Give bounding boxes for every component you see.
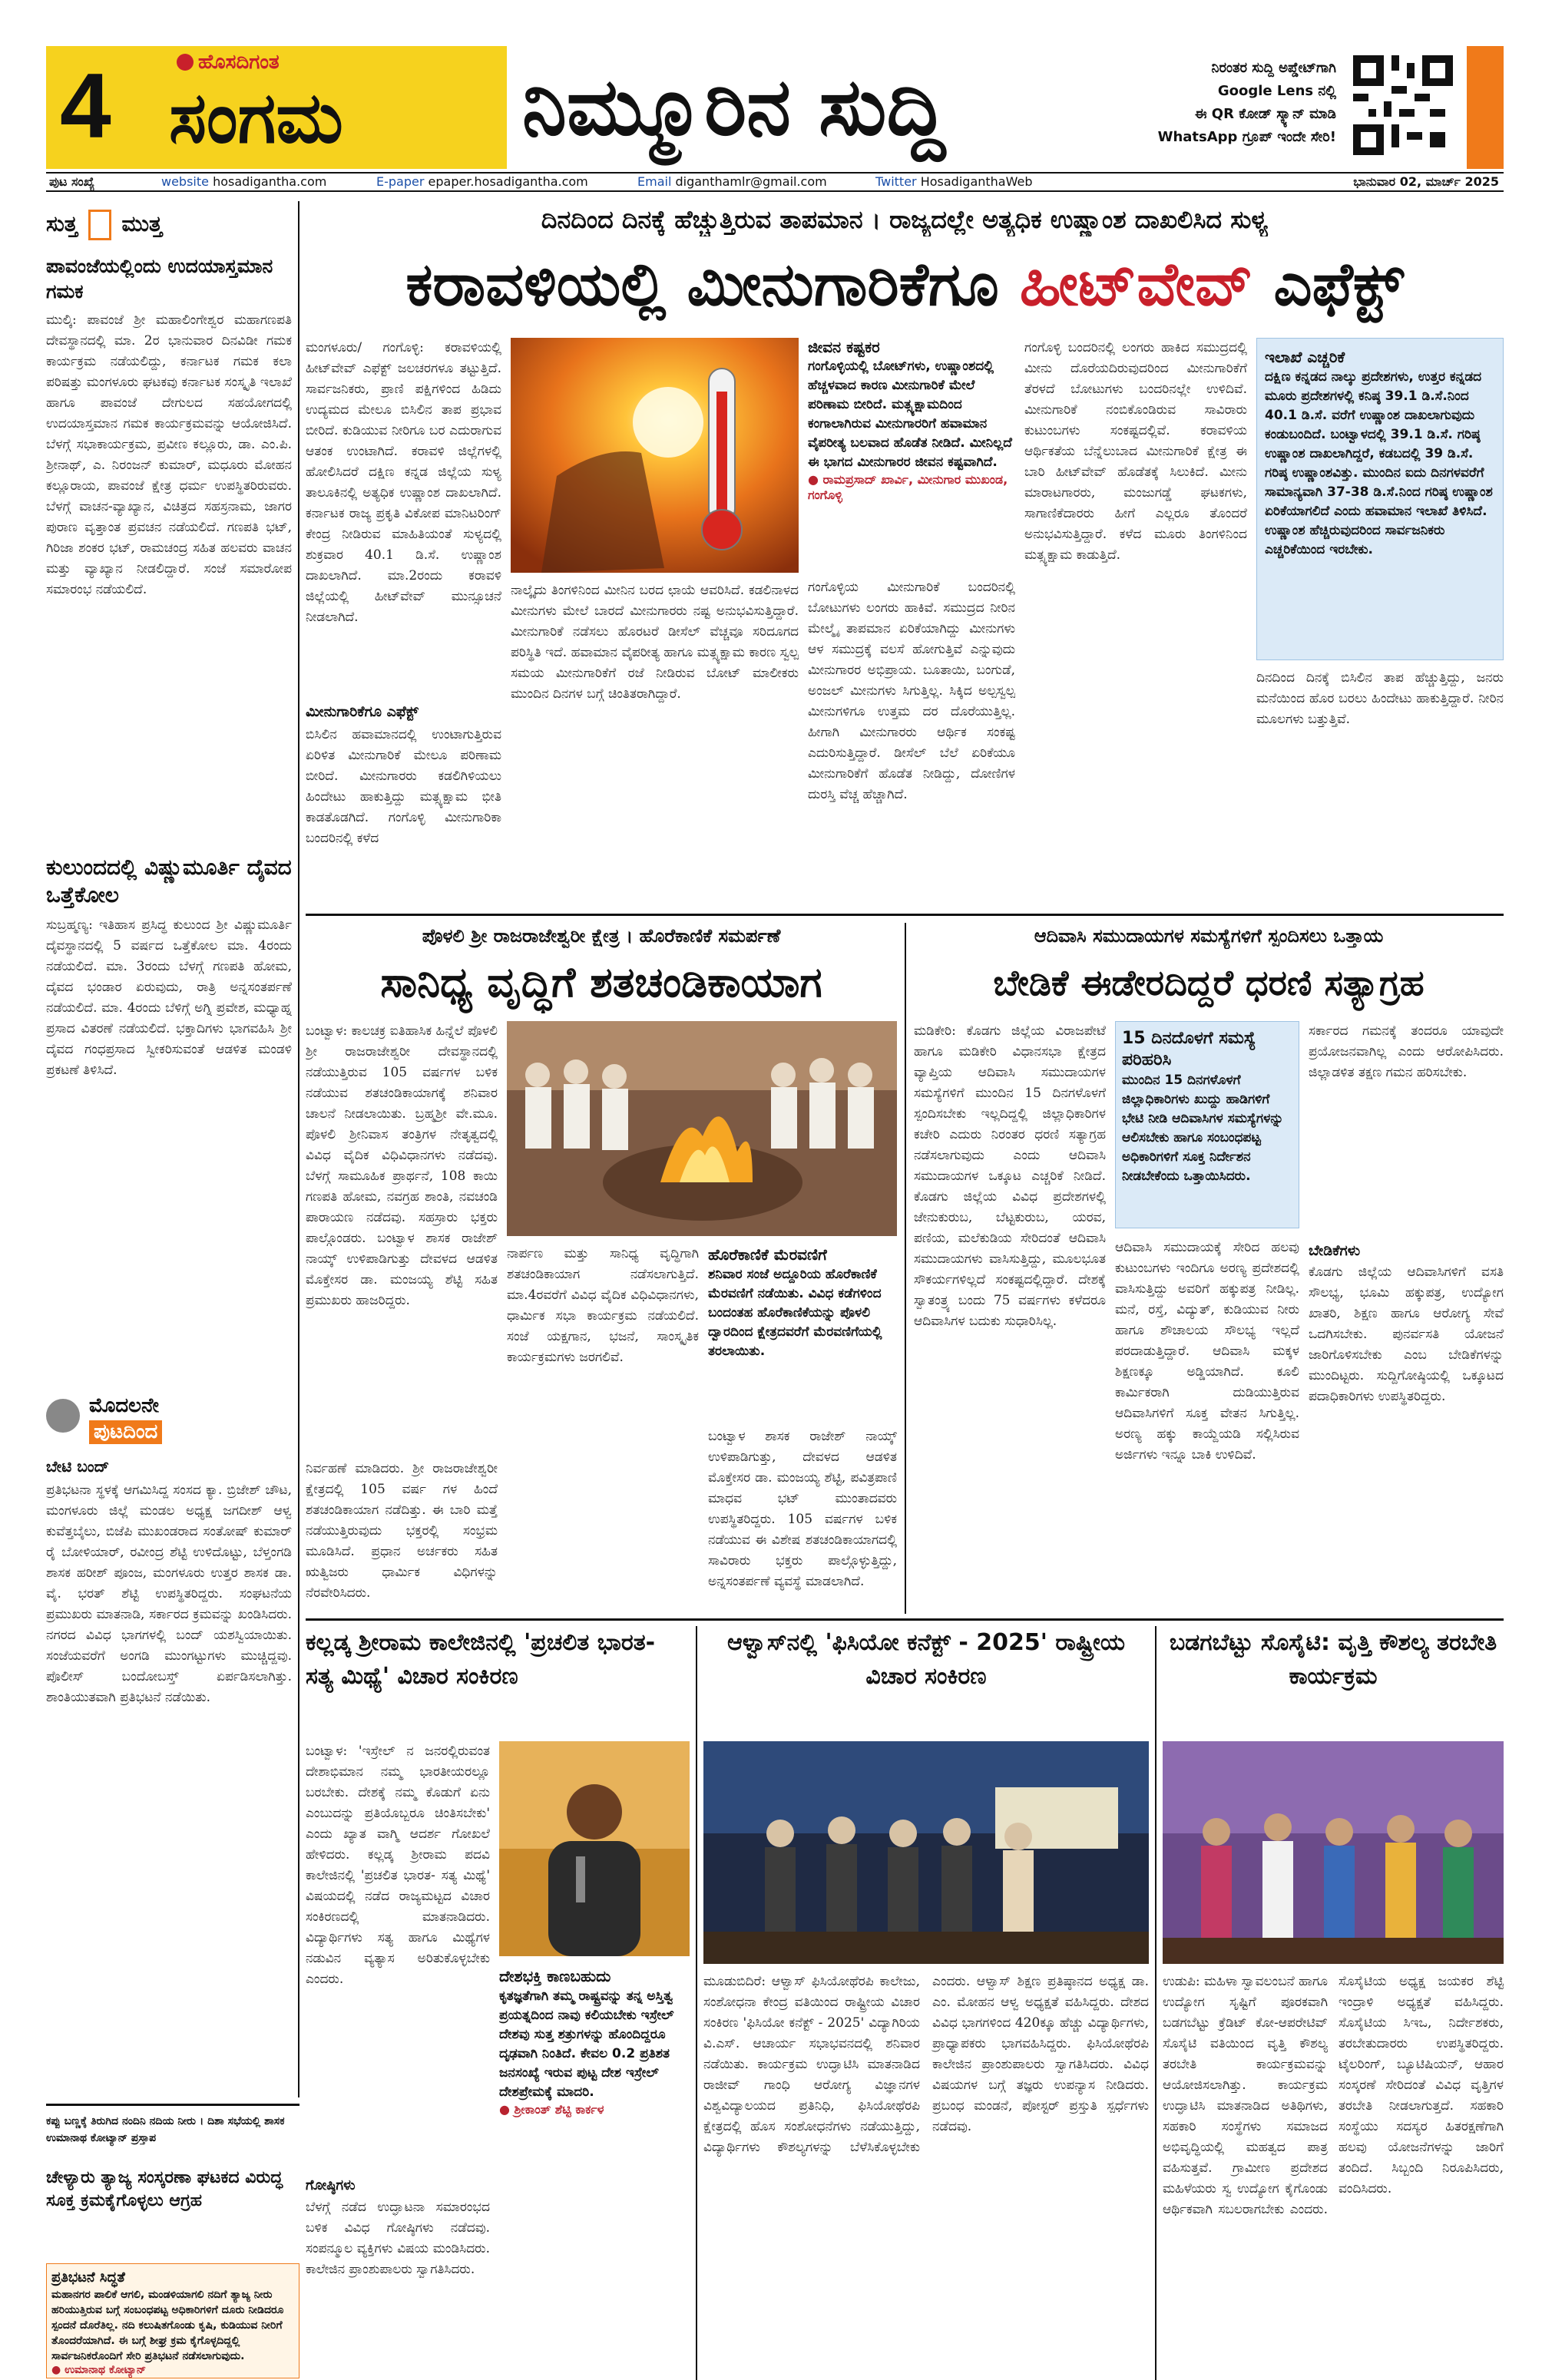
protest-info-box (1115, 1021, 1299, 1228)
pen-icon (46, 1399, 80, 1433)
lead-info-box (1256, 338, 1504, 660)
section-logo-left: ಸುತ್ತ (46, 211, 78, 236)
college-box-body: ಕೃತಜ್ಞತೆಗಾಗಿ ತಮ್ಮ ರಾಷ್ಟ್ರವನ್ನು ತನ್ನ ಅಸ್ತಿತ್ವ ಪ್ರಯತ್ನದಿಂದ ನಾವು ಕಲಿಯಬೇಕು ಇಸ್ರೇಲ್ ದೇಶವು ಸುತ್ತ ಶತ್ರುಗಳನ್ನು ಹೊಂದಿದ್ದರೂ ದೃಢವಾಗಿ ನಿಂತಿದೆ. ಕೇವಲ 0.2 ಪ್ರತಿಶತ ಜನಸಂಖ್ಯೆ ಇರುವ ಪುಟ್ಟ ದೇಶ ಇಸ್ರೇಲ್ ದೇಶಪ್ರೇಮಕ್ಕೆ ಮಾದರಿ. (499, 1988, 674, 2100)
bottom-story-rule-a (46, 2104, 299, 2106)
lead-caption-title: ಜೀವನ ಕಷ್ಟಕರ (808, 338, 880, 356)
left-column-divider (298, 201, 299, 2097)
college-body2: ಬೆಳಗ್ಗೆ ನಡೆದ ಉದ್ಘಾಟನಾ ಸಮಾರಂಭದ ಬಳಿಕ ವಿವಿಧ ಗೋಷ್ಠಿಗಳು ನಡೆದವು. ಸಂಪನ್ಮೂಲ ವ್ಯಕ್ತಿಗಳು ವಿಷಯ ಮಂಡಿಸಿದರು. ಕಾಲೇಜಿನ ಪ್ರಾಂಶುಪಾಲರು ಸ್ವಾಗತಿಸಿದರು. (306, 2200, 490, 2277)
protest-body-col1: ಮಡಿಕೇರಿ: ಕೊಡಗು ಜಿಲ್ಲೆಯ ವಿರಾಜಪೇಟೆ ಹಾಗೂ ಮಡಿಕೇರಿ ವಿಧಾನಸಭಾ ಕ್ಷೇತ್ರದ ವ್ಯಾಪ್ತಿಯ ಆದಿವಾಸಿ ಸಮುದಾಯಗಳ ಸಮಸ್ಯೆಗಳಿಗೆ ಮುಂದಿನ 15 ದಿನಗಳೊಳಗೆ ಸ್ಪಂದಿಸಬೇಕು ಇಲ್ಲದಿದ್ದಲ್ಲಿ ಜಿಲ್ಲಾಧಿಕಾರಿಗಳ ಕಚೇರಿ ಎದುರು ನಿರಂತರ ಧರಣಿ ಸತ್ಯಾಗ್ರಹ ನಡೆಸಲಾಗುವುದು ಎಂದು ಆದಿವಾಸಿ ಸಮುದಾಯಗಳ ಒಕ್ಕೂಟ ಎಚ್ಚರಿಕೆ ನೀಡಿದೆ. ಕೊಡಗು ಜಿಲ್ಲೆಯ ವಿವಿಧ ಪ್ರದೇಶಗಳಲ್ಲಿ ಜೇನುಕುರುಬ, ಬೆಟ್ಟಕುರುಬ, ಯರವ, ಪಣಿಯ, ಮಲೆಕುಡಿಯ ಸೇರಿದಂತೆ ಆದಿವಾಸಿ ಸಮುದಾಯಗಳು ವಾಸಿಸುತ್ತಿದ್ದು, ಮೂಲಭೂತ ಸೌಕರ್ಯಗಳಿಲ್ಲದೆ ಸಂಕಷ್ಟದಲ್ಲಿದ್ದಾರೆ. ದೇಶಕ್ಕೆ ಸ್ವಾತಂತ್ರ್ಯ ಬಂದು 75 ವರ್ಷಗಳು ಕಳೆದರೂ ಆದಿವಾಸಿಗಳ ಬದುಕು ಸುಧಾರಿಸಿಲ್ಲ. (914, 1023, 1106, 1329)
heatwave-photo (511, 338, 799, 573)
lead-info-body: ದಕ್ಷಿಣ ಕನ್ನಡದ ನಾಲ್ಕು ಪ್ರದೇಶಗಳು, ಉತ್ತರ ಕನ್ನಡದ ಮೂರು ಪ್ರದೇಶಗಳಲ್ಲಿ ಕನಿಷ್ಠ 39.1 ಡಿ.ಸೆ.ನಿಂದ 40.1 ಡಿ.ಸೆ. ವರೆಗೆ ಉಷ್ಣಾಂಶ ದಾಖಲಾಗುವುದು ಕಂಡುಬಂದಿದೆ. ಬಂಟ್ವಾಳದಲ್ಲಿ 39.1 ಡಿ.ಸೆ. ಗರಿಷ್ಠ ಉಷ್ಣಾಂಶ ದಾಖಲಾಗಿದ್ದರೆ, ಕಡಬದಲ್ಲಿ 39 ಡಿ.ಸೆ. ಗರಿಷ್ಠ ಉಷ್ಣಾಂಶವಿತ್ತು. ಮುಂದಿನ ಐದು ದಿನಗಳವರೆಗೆ ಸಾಮಾನ್ಯವಾಗಿ 37-38 ಡಿ.ಸೆ.ನಿಂದ ಗರಿಷ್ಠ ಉಷ್ಣಾಂಶ ಏರಿಕೆಯಾಗಲಿದೆ ಎಂದು ಹವಾಮಾನ ಇಲಾಖೆ ತಿಳಿಸಿದೆ. ಉಷ್ಣಾಂಶ ಹೆಚ್ಚಿರುವುದರಿಂದ ಸಾರ್ವಜನಿಕರು ಎಚ್ಚರಿಕೆಯಿಂದ ಇರಬೇಕು. (1265, 369, 1493, 557)
yaga-photo (507, 1021, 897, 1236)
brand-big: ಸಂಗಮ (169, 77, 343, 159)
epaper-link[interactable] (376, 174, 588, 190)
college-alvas-divider (696, 1626, 697, 2380)
protest-kicker: ಆದಿವಾಸಿ ಸಮುದಾಯಗಳ ಸಮಸ್ಯೆಗಳಿಗೆ ಸ್ಪಂದಿಸಲು ಒತ್ತಾಯ (1034, 925, 1384, 947)
yaga-headline: ಸಾನಿಧ್ಯ ವೃದ್ಧಿಗೆ ಶತಚಂಡಿಕಾಯಾಗ (380, 958, 822, 1007)
bullet-icon: ● (499, 2102, 515, 2117)
section-logo-right: ಮುತ್ತ (121, 211, 163, 236)
twitter-label: Twitter (875, 174, 917, 189)
page-label: ಪುಟ ಸಂಖ್ಯೆ (49, 174, 95, 189)
yaga-body-col4: ಬಂಟ್ವಾಳ ಶಾಸಕ ರಾಜೇಶ್ ನಾಯ್ಕ್ ಉಳಿಪಾಡಿಗುತ್ತು, ದೇವಳದ ಆಡಳಿತ ಮೊಕ್ತೇಸರ ಡಾ. ಮಂಜಯ್ಯ ಶೆಟ್ಟಿ, ಪವಿತ್ರಪಾಣಿ ಮಾಧವ ಭಟ್ ಮುಂತಾದವರು ಉಪಸ್ಥಿತರಿದ್ದರು. 105 ವರ್ಷಗಳ ಬಳಿಕ ನಡೆಯುವ ಈ ವಿಶೇಷ ಶತಚಂಡಿಕಾಯಾಗದಲ್ಲಿ ಸಾವಿರಾರು ಭಕ್ತರು ಪಾಲ್ಗೊಳ್ಳುತ್ತಿದ್ದು, ಅನ್ನಸಂತರ್ಪಣೆ ವ್ಯವಸ್ಥೆ ಮಾಡಲಾಗಿದೆ. (708, 1429, 897, 1589)
lead-bottom-rule (306, 914, 1504, 916)
masthead-orange-block (1467, 46, 1504, 169)
email-link[interactable] (637, 174, 827, 190)
page-number: 4 (60, 55, 111, 157)
bandh-headline: ಬೇಟಿ ಬಂದ್ (46, 1457, 110, 1476)
brand-logo-icon (177, 54, 194, 71)
promo-line-2: Google Lens ನಲ್ಲಿ (1217, 83, 1336, 99)
skill-headline: ಬಡಗಬೆಟ್ಟು ಸೊಸೈಟಿ: ವೃತ್ತಿ ಕೌಶಲ್ಯ ತರಬೇತಿ ಕಾರ್ಯಕ್ರಮ (1169, 1629, 1497, 1690)
issue-date: ಭಾನುವಾರ 02, ಮಾರ್ಚ್ 2025 (1353, 174, 1499, 189)
bullet-icon: ● (808, 472, 823, 487)
first-page-label-b: ಪುಟದಿಂದ (89, 1420, 162, 1444)
lead-headline-part1: ಕರಾವಳಿಯಲ್ಲಿ ಮೀನುಗಾರಿಕೆಗೂ (405, 250, 999, 319)
website-label: website (161, 174, 209, 189)
bottom-box-title: ಪ್ರತಿಭಟನೆ ಸಿದ್ಧತೆ (51, 2269, 125, 2286)
epaper-label: E-paper (376, 174, 425, 189)
book-icon (88, 210, 111, 240)
lead-caption-body: ಗಂಗೊಳ್ಳಿಯಲ್ಲಿ ಬೋಟ್‌ಗಳು, ಉಷ್ಣಾಂಶದಲ್ಲಿ ಹೆಚ್ಚಳವಾದ ಕಾರಣ ಮೀನುಗಾರಿಕೆ ಮೇಲೆ ಪರಿಣಾಮ ಬೀರಿದೆ. ಮತ್ಸ್ಯಕ್ಷಾಮದಿಂದ ಕಂಗಾಲಾಗಿರುವ ಮೀನುಗಾರರಿಗೆ ಹವಾಮಾನ ವೈಪರೀತ್ಯ ಬಲವಾದ ಹೊಡೆತ ನೀಡಿದೆ. ಮೀನಿಲ್ಲದೆ ಈ ಭಾಗದ ಮೀನುಗಾರರ ಜೀವನ ಕಷ್ಟವಾಗಿದೆ. (808, 359, 1012, 470)
college-box-title: ದೇಶಭಕ್ತಿ ಕಾಣಬಹುದು (499, 1967, 611, 1985)
skill-body: ಉಡುಪಿ: ಮಹಿಳಾ ಸ್ವಾವಲಂಬನೆ ಹಾಗೂ ಉದ್ಯೋಗ ಸೃಷ್ಟಿಗೆ ಪೂರಕವಾಗಿ ಬಡಗಬೆಟ್ಟು ಕ್ರೆಡಿಟ್ ಕೋ-ಆಪರೇಟಿವ್ ಸೊಸೈಟಿ ವತಿಯಿಂದ ವೃತ್ತಿ ಕೌಶಲ್ಯ ತರಬೇತಿ ಕಾರ್ಯಕ್ರಮವನ್ನು ಆಯೋಜಿಸಲಾಗಿತ್ತು. ಕಾರ್ಯಕ್ರಮ ಉದ್ಘಾಟಿಸಿ ಮಾತನಾಡಿದ ಅತಿಥಿಗಳು, ಸಹಕಾರಿ ಸಂಸ್ಥೆಗಳು ಸಮಾಜದ ಅಭಿವೃದ್ಧಿಯಲ್ಲಿ ಮಹತ್ವದ ಪಾತ್ರ ವಹಿಸುತ್ತವೆ. ಗ್ರಾಮೀಣ ಪ್ರದೇಶದ ಮಹಿಳೆಯರು ಸ್ವ ಉದ್ಯೋಗ ಕೈಗೊಂಡು ಆರ್ಥಿಕವಾಗಿ ಸಬಲರಾಗಬೇಕು ಎಂದರು. ಸೊಸೈಟಿಯ ಅಧ್ಯಕ್ಷ ಜಯಕರ ಶೆಟ್ಟಿ ಇಂದ್ರಾಳಿ ಅಧ್ಯಕ್ಷತೆ ವಹಿಸಿದ್ದರು. ಸೊಸೈಟಿಯ ಸಿಇಒ, ನಿರ್ದೇಶಕರು, ತರಬೇತುದಾರರು ಉಪಸ್ಥಿತರಿದ್ದರು. ಟೈಲರಿಂಗ್, ಬ್ಯೂಟಿಷಿಯನ್, ಆಹಾರ ಸಂಸ್ಕರಣೆ ಸೇರಿದಂತೆ ವಿವಿಧ ವೃತ್ತಿಗಳ ತರಬೇತಿ ನೀಡಲಾಗುತ್ತದೆ. ಸಹಕಾರಿ ಸಂಸ್ಥೆಯು ಸದಸ್ಯರ ಹಿತರಕ್ಷಣೆಗಾಗಿ ಹಲವು ಯೋಜನೆಗಳನ್ನು ಜಾರಿಗೆ ತಂದಿದೆ. ಸಿಬ್ಬಂದಿ ನಿರೂಪಿಸಿದರು, ವಂದಿಸಿದರು. (1163, 1974, 1504, 2217)
lead-info-title: ಇಲಾಖೆ ಎಚ್ಚರಿಕೆ (1265, 348, 1345, 366)
protest-headline: ಬೇಡಿಕೆ ಈಡೇರದಿದ್ದರೆ ಧರಣಿ ಸತ್ಯಾಗ್ರಹ (993, 962, 1425, 1003)
kulunda-headline: ಕುಲುಂದದಲ್ಲಿ ವಿಷ್ಣುಮೂರ್ತಿ ದೈವದ ಒತ್ತೆಕೋಲ (46, 854, 292, 907)
info-bar (46, 172, 1504, 192)
twitter-link[interactable] (875, 174, 1032, 190)
bottom-box-byline (51, 2364, 294, 2376)
alvas-skill-divider (1155, 1626, 1156, 2380)
lead-caption-byline-text: ರಾಮಪ್ರಸಾದ್ ಖಾರ್ವಿ, ಮೀನುಗಾರ ಮುಖಂಡ, ಗಂಗೊಳ್ಳಿ (808, 472, 1008, 502)
first-page-label-a: ಮೊದಲನೇ (89, 1394, 159, 1417)
skill-photo (1163, 1741, 1504, 1964)
protest-info-title: 15 ದಿನದೊಳಗೆ ಸಮಸ್ಯೆ ಪರಿಹರಿಸಿ (1122, 1029, 1256, 1069)
lead-headline-part2: ಹೀಟ್‌ವೇವ್ (1019, 250, 1253, 319)
yaga-body-col2: ನಿರ್ವಹಣೆ ಮಾಡಿದರು. ಶ್ರೀ ರಾಜರಾಜೇಶ್ವರೀ ಕ್ಷೇತ್ರದಲ್ಲಿ 105 ವರ್ಷ ಗಳ ಹಿಂದೆ ಶತಚಂಡಿಕಾಯಾಗ ನಡೆದಿತ್ತು. ಈ ಬಾರಿ ಮತ್ತೆ ನಡೆಯುತ್ತಿರುವುದು ಭಕ್ತರಲ್ಲಿ ಸಂಭ್ರಮ ಮೂಡಿಸಿದೆ. ಪ್ರಧಾನ ಅರ್ಚಕರು ಸಹಿತ ಋತ್ವಿಜರು ಧಾರ್ಮಿಕ ವಿಧಿಗಳನ್ನು ನೆರವೇರಿಸಿದರು. (306, 1461, 498, 1601)
promo-line-1: ನಿರಂತರ ಸುದ್ದಿ ಅಪ್ಡೇಟ್‌ಗಾಗಿ (1211, 60, 1336, 76)
section-logo-suttamutta (46, 201, 292, 247)
pavanje-headline: ಪಾವಂಜೆಯಲ್ಲಿಂದು ಉದಯಾಸ್ತಮಾನ ಗಮಕ (46, 255, 273, 302)
lead-body-col2: ನಾಲ್ಕೈದು ತಿಂಗಳಿನಿಂದ ಮೀನಿನ ಬರದ ಛಾಯೆ ಆವರಿಸಿದೆ. ಕಡಲಿನಾಳದ ಮೀನುಗಳು ಮೇಲೆ ಬಾರದೆ ಮೀನುಗಾರರು ನಷ್ಟ ಅನುಭವಿಸುತ್ತಿದ್ದಾರೆ. ಮೀನುಗಾರಿಕೆ ನಡೆಸಲು ಹೊರಟರೆ ಡೀಸೆಲ್ ವೆಚ್ಚವೂ ಸರಿದೂಗದ ಪರಿಸ್ಥಿತಿ ಇದೆ. ಹವಾಮಾನ ವೈಪರೀತ್ಯ ಹಾಗೂ ಮತ್ಸ್ಯಕ್ಷಾಮ ಕಾರಣ ಸ್ವಲ್ಪ ಸಮಯ ಮೀನುಗಾರಿಕೆಗೆ ರಜೆ ನೀಡಿರುವ ಬೋಟ್ ಮಾಲೀಕರು ಮುಂದಿನ ದಿನಗಳ ಬಗ್ಗೆ ಚಿಂತಿತರಾಗಿದ್ದಾರೆ. (511, 583, 799, 702)
lead-info-tail: ದಿನದಿಂದ ದಿನಕ್ಕೆ ಬಿಸಿಲಿನ ತಾಪ ಹೆಚ್ಚುತ್ತಿದ್ದು, ಜನರು ಮನೆಯಿಂದ ಹೊರ ಬರಲು ಹಿಂದೇಟು ಹಾಕುತ್ತಿದ್ದಾರೆ. ನೀರಿನ ಮೂಲಗಳು ಬತ್ತುತ್ತಿವೆ. (1256, 670, 1504, 727)
mid-bottom-rule (306, 1618, 1504, 1621)
section-title: ನಿಮ್ಮೂರಿನ ಸುದ್ದಿ (522, 60, 946, 154)
lead-kicker: ದಿನದಿಂದ ದಿನಕ್ಕೆ ಹೆಚ್ಚುತ್ತಿರುವ ತಾಪಮಾನ । ರಾಜ್ಯದಲ್ಲೇ ಅತ್ಯಧಿಕ ಉಷ್ಣಾಂಶ ದಾಖಲಿಸಿದ ಸುಳ್ಯ (541, 205, 1269, 234)
protest-body-col3: ಸರ್ಕಾರದ ಗಮನಕ್ಕೆ ತಂದರೂ ಯಾವುದೇ ಪ್ರಯೋಜನವಾಗಿಲ್ಲ ಎಂದು ಆರೋಪಿಸಿದರು. ಜಿಲ್ಲಾಡಳಿತ ತಕ್ಷಣ ಗಮನ ಹರಿಸಬೇಕು. (1309, 1023, 1504, 1080)
promo-line-3: ಈ QR ಕೋಡ್ ಸ್ಕ್ಯಾನ್ ಮಾಡಿ (1194, 106, 1336, 122)
protest-body-col3b: ಕೊಡಗು ಜಿಲ್ಲೆಯ ಆದಿವಾಸಿಗಳಿಗೆ ವಸತಿ ಸೌಲಭ್ಯ, ಭೂಮಿ ಹಕ್ಕುಪತ್ರ, ಉದ್ಯೋಗ ಖಾತರಿ, ಶಿಕ್ಷಣ ಹಾಗೂ ಆರೋಗ್ಯ ಸೇವೆ ಒದಗಿಸಬೇಕು. ಪುನರ್ವಸತಿ ಯೋಜನೆ ಜಾರಿಗೊಳಿಸಬೇಕು ಎಂಬ ಬೇಡಿಕೆಗಳನ್ನು ಮುಂದಿಟ್ಟರು. ಸುದ್ದಿಗೋಷ್ಠಿಯಲ್ಲಿ ಒಕ್ಕೂಟದ ಪದಾಧಿಕಾರಿಗಳು ಉಪಸ್ಥಿತರಿದ್ದರು. (1309, 1264, 1504, 1404)
masthead (46, 46, 1504, 169)
yaga-kicker: ಪೊಳಲಿ ಶ್ರೀ ರಾಜರಾಜೇಶ್ವರೀ ಕ್ಷೇತ್ರ । ಹೊರೆಕಾಣಿಕೆ ಸಮರ್ಪಣೆ (422, 925, 781, 947)
college-box (499, 1965, 690, 2150)
alvas-headline: ಆಳ್ವಾಸ್‌ನಲ್ಲಿ 'ಫಿಸಿಯೋ ಕನೆಕ್ಟ್ - 2025' ರಾಷ್ಟ್ರೀಯ ವಿಚಾರ ಸಂಕಿರಣ (726, 1629, 1126, 1690)
college-subhead: ಗೋಷ್ಠಿಗಳು (306, 2177, 356, 2193)
lead-photo-caption (808, 338, 1015, 568)
lead-body-col1b: ಬಿಸಿಲಿನ ಹವಾಮಾನದಲ್ಲಿ ಉಂಟಾಗುತ್ತಿರುವ ಏರಿಳಿತ ಮೀನುಗಾರಿಕೆ ಮೇಲೂ ಪರಿಣಾಮ ಬೀರಿದೆ. ಮೀನುಗಾರರು ಕಡಲಿಗಿಳಿಯಲು ಹಿಂದೇಟು ಹಾಕುತ್ತಿದ್ದು ಮತ್ಸ್ಯಕ್ಷಾಮ ಭೀತಿ ಕಾಡತೊಡಗಿದೆ. ಗಂಗೊಳ್ಳಿ ಮೀನುಗಾರಿಕಾ ಬಂದರಿನಲ್ಲಿ ಕಳೆದ (306, 727, 501, 846)
bottom-box-byline-text: ಉಮಾನಾಥ ಕೋಟ್ಯಾನ್ (65, 2364, 147, 2376)
yaga-protest-divider (905, 923, 906, 1614)
bottom-box-body: ಮಹಾನಗರ ಪಾಲಿಕೆ ಆಗಲಿ, ಮಂಡಳಿಯಾಗಲಿ ನದಿಗೆ ತ್ಯಾಜ್ಯ ನೀರು ಹರಿಯುತ್ತಿರುವ ಬಗ್ಗೆ ಸಂಬಂಧಪಟ್ಟ ಅಧಿಕಾರಿಗಳಿಗೆ ದೂರು ನೀಡಿದರೂ ಸ್ಪಂದನೆ ದೊರೆತಿಲ್ಲ. ನದಿ ಕಲುಷಿತಗೊಂಡು ಕೃಷಿ, ಕುಡಿಯುವ ನೀರಿಗೆ ತೊಂದರೆಯಾಗಿದೆ. ಈ ಬಗ್ಗೆ ಶೀಘ್ರ ಕ್ರಮ ಕೈಗೊಳ್ಳದಿದ್ದಲ್ಲಿ ಸಾರ್ವಜನಿಕರೊಂದಿಗೆ ಸೇರಿ ಪ್ರತಿಭಟನೆ ನಡೆಸಲಾಗುವುದು. (51, 2289, 284, 2362)
protest-subhead-demands: ಬೇಡಿಕೆಗಳು (1309, 1242, 1361, 1259)
yaga-caption-title: ಹೊರೆಕಾಣಿಕೆ ಮೆರವಣಿಗೆ (708, 1245, 827, 1264)
section-logo-first-page (46, 1394, 292, 1448)
lead-subhead-fishing: ಮೀನುಗಾರಿಕೆಗೂ ಎಫೆಕ್ಟ್ (306, 703, 419, 720)
college-body: ಬಂಟ್ವಾಳ: 'ಇಸ್ರೇಲ್ ನ ಜನರಲ್ಲಿರುವಂತ ದೇಶಾಭಿಮಾನ ನಮ್ಮ ಭಾರತೀಯರಲ್ಲೂ ಬರಬೇಕು. ದೇಶಕ್ಕೆ ನಮ್ಮ ಕೊಡುಗೆ ಏನು ಎಂಬುದನ್ನು ಪ್ರತಿಯೊಬ್ಬರೂ ಚಿಂತಿಸಬೇಕು' ಎಂದು ಖ್ಯಾತ ವಾಗ್ಮಿ ಆದರ್ಶ ಗೋಖಲೆ ಹೇಳಿದರು. ಕಲ್ಲಡ್ಕ ಶ್ರೀರಾಮ ಪದವಿ ಕಾಲೇಜಿನಲ್ಲಿ 'ಪ್ರಚಲಿತ ಭಾರತ- ಸತ್ಯ ಮಿಥ್ಯೆ' ವಿಷಯದಲ್ಲಿ ನಡೆದ ರಾಜ್ಯಮಟ್ಟದ ವಿಚಾರ ಸಂಕಿರಣದಲ್ಲಿ ಮಾತನಾಡಿದರು. ವಿದ್ಯಾರ್ಥಿಗಳು ಸತ್ಯ ಹಾಗೂ ಮಿಥ್ಯೆಗಳ ನಡುವಿನ ವ್ಯತ್ಯಾಸ ಅರಿತುಕೊಳ್ಳಬೇಕು ಎಂದರು. (306, 1744, 490, 1987)
email-value: diganthamlr@gmail.com (675, 174, 827, 189)
college-headline: ಕಲ್ಲಡ್ಕ ಶ್ರೀರಾಮ ಕಾಲೇಜಿನಲ್ಲಿ 'ಪ್ರಚಲಿತ ಭಾರತ- ಸತ್ಯ ಮಿಥ್ಯೆ' ವಿಚಾರ ಸಂಕಿರಣ (306, 1629, 656, 1690)
yaga-caption-body: ಶನಿವಾರ ಸಂಜೆ ಅದ್ದೂರಿಯ ಹೊರೆಕಾಣಿಕೆ ಮೆರವಣಿಗೆ ನಡೆಯಿತು. ವಿವಿಧ ಕಡೆಗಳಿಂದ ಬಂದಂತಹ ಹೊರೆಕಾಣಿಕೆಯನ್ನು ಪೊಳಲಿ ದ್ವಾರದಿಂದ ಕ್ಷೇತ್ರದವರೆಗೆ ಮೆರವಣಿಗೆಯಲ್ಲಿ ತರಲಾಯಿತು. (708, 1267, 882, 1359)
lead-headline (306, 243, 1504, 327)
speaker-photo (499, 1741, 690, 1956)
bottom-kicker: ಕಪ್ಪು ಬಣ್ಣಕ್ಕೆ ತಿರುಗಿದ ನಂದಿನಿ ನದಿಯ ನೀರು । ದಿಶಾ ಸಭೆಯಲ್ಲಿ ಶಾಸಕ ಉಮಾನಾಥ ಕೋಟ್ಯಾನ್ ಪ್ರಸ್ತಾಪ (46, 2115, 285, 2144)
twitter-value: HosadiganthaWeb (920, 174, 1033, 189)
yaga-caption-box (708, 1244, 897, 1420)
protest-body-col2: ಆದಿವಾಸಿ ಸಮುದಾಯಕ್ಕೆ ಸೇರಿದ ಹಲವು ಕುಟುಂಬಗಳು ಇಂದಿಗೂ ಅರಣ್ಯ ಪ್ರದೇಶದಲ್ಲಿ ವಾಸಿಸುತ್ತಿದ್ದು ಅವರಿಗೆ ಹಕ್ಕುಪತ್ರ ನೀಡಿಲ್ಲ. ಮನೆ, ರಸ್ತೆ, ವಿದ್ಯುತ್, ಕುಡಿಯುವ ನೀರು ಹಾಗೂ ಶೌಚಾಲಯ ಸೌಲಭ್ಯ ಇಲ್ಲದೆ ಪರದಾಡುತ್ತಿದ್ದಾರೆ. ಆದಿವಾಸಿ ಮಕ್ಕಳ ಶಿಕ್ಷಣಕ್ಕೂ ಅಡ್ಡಿಯಾಗಿದೆ. ಕೂಲಿ ಕಾರ್ಮಿಕರಾಗಿ ದುಡಿಯುತ್ತಿರುವ ಆದಿವಾಸಿಗಳಿಗೆ ಸೂಕ್ತ ವೇತನ ಸಿಗುತ್ತಿಲ್ಲ. ಅರಣ್ಯ ಹಕ್ಕು ಕಾಯ್ದೆಯಡಿ ಸಲ್ಲಿಸಿರುವ ಅರ್ಜಿಗಳು ಇನ್ನೂ ಬಾಕಿ ಉಳಿದಿವೆ. (1115, 1240, 1299, 1463)
lead-caption-byline (808, 472, 1015, 503)
epaper-value: epaper.hosadigantha.com (428, 174, 588, 189)
brand-small: ಹೊಸದಿಗಂತ (198, 51, 280, 74)
yaga-body-col1: ಬಂಟ್ವಾಳ: ಕಾಲಚಕ್ರ ಐತಿಹಾಸಿಕ ಹಿನ್ನೆಲೆ ಪೊಳಲಿ ಶ್ರೀ ರಾಜರಾಜೇಶ್ವರೀ ದೇವಸ್ಥಾನದಲ್ಲಿ ನಡೆಯುತ್ತಿರುವ 105 ವರ್ಷಗಳ ಬಳಿಕ ನಡೆಯುವ ಶತಚಂಡಿಕಾಯಾಗಕ್ಕೆ ಶನಿವಾರ ಚಾಲನೆ ನೀಡಲಾಯಿತು. ಬ್ರಹ್ಮಶ್ರೀ ವೇ.ಮೂ. ಪೊಳಲಿ ಶ್ರೀನಿವಾಸ ತಂತ್ರಿಗಳ ನೇತೃತ್ವದಲ್ಲಿ ವಿವಿಧ ವೈದಿಕ ವಿಧಿವಿಧಾನಗಳು ನಡೆದವು. ಬೆಳಗ್ಗೆ ಸಾಮೂಹಿಕ ಪ್ರಾರ್ಥನೆ, 108 ಕಾಯಿ ಗಣಪತಿ ಹೋಮ, ನವಗ್ರಹ ಶಾಂತಿ, ನವಚಂಡಿ ಪಾರಾಯಣ ನಡೆದವು. ಸಹಸ್ರಾರು ಭಕ್ತರು ಪಾಲ್ಗೊಂಡರು. ಬಂಟ್ವಾಳ ಶಾಸಕ ರಾಜೇಶ್ ನಾಯ್ಕ್ ಉಳಿಪಾಡಿಗುತ್ತು ದೇವಳದ ಆಡಳಿತ ಮೊಕ್ತೇಸರ ಡಾ. ಮಂಜಯ್ಯ ಶೆಟ್ಟಿ ಸಹಿತ ಪ್ರಮುಖರು ಹಾಜರಿದ್ದರು. (306, 1023, 498, 1308)
promo-line-4: WhatsApp ಗ್ರೂಪ್ ಇಂದೇ ಸೇರಿ! (1157, 129, 1336, 145)
yaga-body-col3: ನಾರ್ಪಣ ಮತ್ತು ಸಾನಿಧ್ಯ ವೃದ್ಧಿಗಾಗಿ ಶತಚಂಡಿಕಾಯಾಗ ನಡೆಸಲಾಗುತ್ತಿದೆ. ಮಾ.4ರವರೆಗೆ ವಿವಿಧ ವೈದಿಕ ವಿಧಿವಿಧಾನಗಳು, ಧಾರ್ಮಿಕ ಸಭಾ ಕಾರ್ಯಕ್ರಮ ನಡೆಯಲಿದೆ. ಸಂಜೆ ಯಕ್ಷಗಾನ, ಭಜನೆ, ಸಾಂಸ್ಕೃತಿಕ ಕಾರ್ಯಕ್ರಮಗಳು ಜರಗಲಿವೆ. (507, 1246, 699, 1365)
college-box-byline (499, 2102, 690, 2117)
bandh-body: ಪ್ರತಿಭಟನಾ ಸ್ಥಳಕ್ಕೆ ಆಗಮಿಸಿದ್ದ ಸಂಸದ ಕ್ಯಾ. ಬ್ರಿಜೇಶ್ ಚೌಟ, ಮಂಗಳೂರು ಜಿಲ್ಲೆ ಮಂಡಲ ಅಧ್ಯಕ್ಷ ಜಗದೀಶ್ ಆಳ್ವ ಕುವೆತ್ತಬೈಲು, ಬಿಜೆಪಿ ಮುಖಂಡರಾದ ಸಂತೋಷ್ ಕುಮಾರ್ ರೈ ಬೋಳಿಯಾರ್, ರವೀಂದ್ರ ಶೆಟ್ಟಿ ಉಳಿದೊಟ್ಟು, ಬೆಳ್ತಂಗಡಿ ಶಾಸಕ ಹರೀಶ್ ಪೂಂಜ, ಮಂಗಳೂರು ಉತ್ತರ ಶಾಸಕ ಡಾ. ವೈ. ಭರತ್ ಶೆಟ್ಟಿ ಉಪಸ್ಥಿತರಿದ್ದರು. ಸಂಘಟನೆಯ ಪ್ರಮುಖರು ಮಾತನಾಡಿ, ಸರ್ಕಾರದ ಕ್ರಮವನ್ನು ಖಂಡಿಸಿದರು. ನಗರದ ವಿವಿಧ ಭಾಗಗಳಲ್ಲಿ ಬಂದ್ ಯಶಸ್ವಿಯಾಯಿತು. ಸಂಜೆಯವರೆಗೆ ಅಂಗಡಿ ಮುಂಗಟ್ಟುಗಳು ಮುಚ್ಚಿದ್ದವು. ಪೊಲೀಸ್ ಬಂದೋಬಸ್ತ್ ಏರ್ಪಡಿಸಲಾಗಿತ್ತು. ಶಾಂತಿಯುತವಾಗಿ ಪ್ರತಿಭಟನೆ ನಡೆಯಿತು. (46, 1483, 292, 1705)
bottom-box (46, 2263, 299, 2378)
qr-code-icon[interactable] (1353, 55, 1453, 155)
lead-body-col1-text: ಮಂಗಳೂರು/ ಗಂಗೊಳ್ಳಿ: ಕರಾವಳಿಯಲ್ಲಿ ಹೀಟ್‌ವೇವ್ ಎಫೆಕ್ಟ್ ಜಲಚರಗಳೂ ತಟ್ಟುತ್ತಿದೆ. ಸಾರ್ವಜನಿಕರು, ಪ್ರಾಣಿ ಪಕ್ಷಿಗಳಿಂದ ಹಿಡಿದು ಉದ್ಯಮದ ಮೇಲೂ ಬಿಸಿಲಿನ ತಾಪ ಪ್ರಭಾವ ಬೀರಿದೆ. ಕುಡಿಯುವ ನೀರಿಗೂ ಬರ ಎದುರಾಗುವ ಆತಂಕ ಉಂಟಾಗಿದೆ. ಕರಾವಳಿ ಜಿಲ್ಲೆಗಳಲ್ಲಿ ಹೋಲಿಸಿದರೆ ದಕ್ಷಿಣ ಕನ್ನಡ ಜಿಲ್ಲೆಯ ಸುಳ್ಯ ತಾಲೂಕಿನಲ್ಲಿ ಅತ್ಯಧಿಕ ಉಷ್ಣಾಂಶ ದಾಖಲಾಗಿದೆ. ಕರ್ನಾಟಕ ರಾಜ್ಯ ಪ್ರಕೃತಿ ವಿಕೋಪ ಮಾನಿಟರಿಂಗ್ ಕೇಂದ್ರ ನೀಡಿರುವ ಮಾಹಿತಿಯಂತೆ ಸುಳ್ಯದಲ್ಲಿ ಶುಕ್ರವಾರ 40.1 ಡಿ.ಸೆ. ಉಷ್ಣಾಂಶ ದಾಖಲಾಗಿದೆ. ಮಾ.2ರಂದು ಕರಾವಳಿ ಜಿಲ್ಲೆಯಲ್ಲಿ ಹೀಟ್‌ವೇವ್ ಮುನ್ಸೂಚನೆ ನೀಡಲಾಗಿದೆ. (306, 340, 501, 625)
protest-info-body: ಮುಂದಿನ 15 ದಿನಗಳೊಳಗೆ ಜಿಲ್ಲಾಧಿಕಾರಿಗಳು ಖುದ್ದು ಹಾಡಿಗಳಿಗೆ ಭೇಟಿ ನೀಡಿ ಆದಿವಾಸಿಗಳ ಸಮಸ್ಯೆಗಳನ್ನು ಆಲಿಸಬೇಕು ಹಾಗೂ ಸಂಬಂಧಪಟ್ಟ ಅಧಿಕಾರಿಗಳಿಗೆ ಸೂಕ್ತ ನಿರ್ದೇಶನ ನೀಡಬೇಕೆಂದು ಒತ್ತಾಯಿಸಿದರು. (1122, 1073, 1284, 1184)
alvas-photo (703, 1741, 1149, 1964)
lead-body-col4: ಗಂಗೊಳ್ಳಿ ಬಂದರಿನಲ್ಲಿ ಲಂಗರು ಹಾಕಿದ ಸಮುದ್ರದಲ್ಲಿ ಮೀನು ದೊರೆಯದಿರುವುದರಿಂದ ಮೀನುಗಾರಿಕೆಗೆ ತೆರಳದೆ ಬೋಟುಗಳು ಬಂದರಿನಲ್ಲೇ ಉಳಿದಿವೆ. ಮೀನುಗಾರಿಕೆ ನಂಬಿಕೊಂಡಿರುವ ಸಾವಿರಾರು ಕುಟುಂಬಗಳು ಸಂಕಷ್ಟದಲ್ಲಿವೆ. ಕರಾವಳಿಯ ಆರ್ಥಿಕತೆಯ ಬೆನ್ನೆಲುಬಾದ ಮೀನುಗಾರಿಕೆ ಕ್ಷೇತ್ರ ಈ ಬಾರಿ ಹೀಟ್‌ವೇವ್ ಹೊಡೆತಕ್ಕೆ ಸಿಲುಕಿದೆ. ಮೀನು ಮಾರಾಟಗಾರರು, ಮಂಜುಗಡ್ಡೆ ಘಟಕಗಳು, ಸಾಗಾಣಿಕೆದಾರರು ಹೀಗೆ ಎಲ್ಲರೂ ತೊಂದರೆ ಅನುಭವಿಸುತ್ತಿದ್ದಾರೆ. ಕಳೆದ ಮೂರು ತಿಂಗಳಿನಿಂದ ಮತ್ಸ್ಯಕ್ಷಾಮ ಕಾಡುತ್ತಿದೆ. (1024, 340, 1247, 563)
alvas-body: ಮೂಡುಬಿದಿರೆ: ಆಳ್ವಾಸ್ ಫಿಸಿಯೋಥೆರಪಿ ಕಾಲೇಜು, ಸಂಶೋಧನಾ ಕೇಂದ್ರ ವತಿಯಿಂದ ರಾಷ್ಟ್ರೀಯ ವಿಚಾರ ಸಂಕಿರಣ 'ಫಿಸಿಯೋ ಕನೆಕ್ಟ್ - 2025' ವಿದ್ಯಾಗಿರಿಯ ವಿ.ಎಸ್. ಆಚಾರ್ಯ ಸಭಾಭವನದಲ್ಲಿ ಶನಿವಾರ ನಡೆಯಿತು. ಕಾರ್ಯಕ್ರಮ ಉದ್ಘಾಟಿಸಿ ಮಾತನಾಡಿದ ರಾಜೀವ್ ಗಾಂಧಿ ಆರೋಗ್ಯ ವಿಜ್ಞಾನಗಳ ವಿಶ್ವವಿದ್ಯಾಲಯದ ಪ್ರತಿನಿಧಿ, ಫಿಸಿಯೋಥೆರಪಿ ಕ್ಷೇತ್ರದಲ್ಲಿ ಹೊಸ ಸಂಶೋಧನೆಗಳು ನಡೆಯುತ್ತಿದ್ದು, ವಿದ್ಯಾರ್ಥಿಗಳು ಕೌಶಲ್ಯಗಳನ್ನು ಬೆಳೆಸಿಕೊಳ್ಳಬೇಕು ಎಂದರು. ಆಳ್ವಾಸ್ ಶಿಕ್ಷಣ ಪ್ರತಿಷ್ಠಾನದ ಅಧ್ಯಕ್ಷ ಡಾ. ಎಂ. ಮೋಹನ ಆಳ್ವ ಅಧ್ಯಕ್ಷತೆ ವಹಿಸಿದ್ದರು. ದೇಶದ ವಿವಿಧ ಭಾಗಗಳಿಂದ 420ಕ್ಕೂ ಹೆಚ್ಚು ವಿದ್ಯಾರ್ಥಿಗಳು, ಪ್ರಾಧ್ಯಾಪಕರು ಭಾಗವಹಿಸಿದ್ದರು. ಫಿಸಿಯೋಥೆರಪಿ ಕಾಲೇಜಿನ ಪ್ರಾಂಶುಪಾಲರು ಸ್ವಾಗತಿಸಿದರು. ವಿವಿಧ ವಿಷಯಗಳ ಬಗ್ಗೆ ತಜ್ಞರು ಉಪನ್ಯಾಸ ನೀಡಿದರು. ಪ್ರಬಂಧ ಮಂಡನೆ, ಪೋಸ್ಟರ್ ಪ್ರಸ್ತುತಿ ಸ್ಪರ್ಧೆಗಳು ನಡೆದವು. (703, 1974, 1149, 2155)
promo-text (1075, 57, 1336, 149)
lead-body-col3: ಗಂಗೊಳ್ಳಿಯ ಮೀನುಗಾರಿಕೆ ಬಂದರಿನಲ್ಲಿ ಬೋಟುಗಳು ಲಂಗರು ಹಾಕಿವೆ. ಸಮುದ್ರದ ನೀರಿನ ಮೇಲ್ಮೈ ತಾಪಮಾನ ಏರಿಕೆಯಾಗಿದ್ದು ಮೀನುಗಳು ಆಳ ಸಮುದ್ರಕ್ಕೆ ವಲಸೆ ಹೋಗುತ್ತಿವೆ ಎನ್ನುವುದು ಮೀನುಗಾರರ ಅಭಿಪ್ರಾಯ. ಬೂತಾಯಿ, ಬಂಗುಡೆ, ಅಂಜಲ್ ಮೀನುಗಳು ಸಿಗುತ್ತಿಲ್ಲ. ಸಿಕ್ಕಿದ ಅಲ್ಪಸ್ವಲ್ಪ ಮೀನುಗಳಿಗೂ ಉತ್ತಮ ದರ ದೊರೆಯುತ್ತಿಲ್ಲ. ಹೀಗಾಗಿ ಮೀನುಗಾರರು ಆರ್ಥಿಕ ಸಂಕಷ್ಟ ಎದುರಿಸುತ್ತಿದ್ದಾರೆ. ಡೀಸೆಲ್ ಬೆಲೆ ಏರಿಕೆಯೂ ಮೀನುಗಾರಿಕೆಗೆ ಹೊಡೆತ ನೀಡಿದ್ದು, ದೋಣಿಗಳ ದುರಸ್ತಿ ವೆಚ್ಚ ಹೆಚ್ಚಾಗಿದೆ. (808, 580, 1015, 802)
kulunda-body: ಸುಬ್ರಹ್ಮಣ್ಯ: ಇತಿಹಾಸ ಪ್ರಸಿದ್ಧ ಕುಲುಂದ ಶ್ರೀ ವಿಷ್ಣುಮೂರ್ತಿ ದೈವಸ್ಥಾನದಲ್ಲಿ 5 ವರ್ಷದ ಒತ್ತೆಕೋಲ ಮಾ. 4ರಂದು ನಡೆಯಲಿದೆ. ಮಾ. 3ರಂದು ಬೆಳಗ್ಗೆ ಗಣಪತಿ ಹೋಮ, ದೈವದ ಭಂಡಾರ ಏರುವುದು, ರಾತ್ರಿ ಅನ್ನಸಂತರ್ಪಣೆ ನಡೆಯಲಿದೆ. ಮಾ. 4ರಂದು ಬೆಳಿಗ್ಗೆ ಅಗ್ನಿ ಪ್ರವೇಶ, ಮಧ್ಯಾಹ್ನ ಪ್ರಸಾದ ವಿತರಣೆ ನಡೆಯಲಿದೆ. ಭಕ್ತಾದಿಗಳು ಭಾಗವಹಿಸಿ ಶ್ರೀ ದೈವದ ಗಂಧಪ್ರಸಾದ ಸ್ವೀಕರಿಸುವಂತೆ ಆಡಳಿತ ಮಂಡಳಿ ಪ್ರಕಟಣೆ ತಿಳಿಸಿದೆ. (46, 917, 292, 1078)
lead-headline-part3: ಎಫೆಕ್ಟ್ (1273, 250, 1404, 319)
lead-body-col1 (306, 338, 501, 699)
website-value: hosadigantha.com (213, 174, 327, 189)
email-label: Email (637, 174, 672, 189)
bottom-headline: ಚೇಳ್ಯಾರು ತ್ಯಾಜ್ಯ ಸಂಸ್ಕರಣಾ ಘಟಕದ ವಿರುದ್ಧ ಸೂಕ್ತ ಕ್ರಮಕೈಗೊಳ್ಳಲು ಆಗ್ರಹ (46, 2168, 283, 2210)
college-box-byline-text: ಶ್ರೀಕಾಂತ್ ಶೆಟ್ಟಿ ಕಾರ್ಕಳ (514, 2102, 604, 2117)
website-link[interactable] (161, 174, 326, 190)
left-column (46, 201, 292, 2097)
pavanje-body: ಮುಲ್ಕಿ: ಪಾವಂಜೆ ಶ್ರೀ ಮಹಾಲಿಂಗೇಶ್ವರ ಮಹಾಗಣಪತಿ ದೇವಸ್ಥಾನದಲ್ಲಿ ಮಾ. 2ರ ಭಾನುವಾರ ದಿನವಿಡೀ ಗಮಕ ಕಾರ್ಯಕ್ರಮ ನಡೆಯಲಿದ್ದು, ಕರ್ನಾಟಕ ಗಮಕ ಕಲಾ ಪರಿಷತ್ತು ಮಂಗಳೂರು ಘಟಕವು ಕರ್ನಾಟಕ ಸಂಸ್ಕೃತಿ ಇಲಾಖೆ ಹಾಗೂ ಪಾವಂಜೆ ದೇಗುಲದ ಸಹಯೋಗದಲ್ಲಿ ಉದಯಾಸ್ತಮಾನ ಗಮಕ ಕಾರ್ಯಕ್ರಮವನ್ನು ಆಯೋಜಿಸಿದೆ. ಬೆಳಗ್ಗೆ ಸಭಾಕಾರ್ಯಕ್ರಮ, ಪ್ರವೀಣ ಕಲ್ಲೂರು, ಡಾ. ಎಂ.ಪಿ. ಶ್ರೀನಾಥ್, ಎ. ನಿರಂಜನ್ ಕುಮಾರ್, ಮಧೂರು ಮೋಹನ ಕಲ್ಲೂರಾಯ, ಪಾವಂಜೆ ಕ್ಷೇತ್ರ ಧರ್ಮ ಉಪಸ್ಥಿತರಿರುವರು. ಬೆಳಗ್ಗೆ ವಾಚನ-ವ್ಯಾಖ್ಯಾನ, ವಿಚಿತ್ರದ ಸಹಸ್ರನಾಮ, ಜಾಗರ ಪುರಾಣ ವೃತ್ತಾಂತ ಪ್ರವಚನ ನಡೆಯಲಿದೆ. ಗಣಪತಿ ಭಟ್, ಗಿರಿಜಾ ಶಂಕರ ಭಟ್, ರಾಮಚಂದ್ರ ಸಹಿತ ಹಲವರು ವಾಚನ ಮತ್ತು ವ್ಯಾಖ್ಯಾನ ನೀಡಲಿದ್ದಾರೆ. ಸಂಜೆ ಸಮಾರೋಪ ಸಮಾರಂಭ ನಡೆಯಲಿದೆ. (46, 312, 292, 597)
bullet-icon: ● (51, 2364, 65, 2376)
